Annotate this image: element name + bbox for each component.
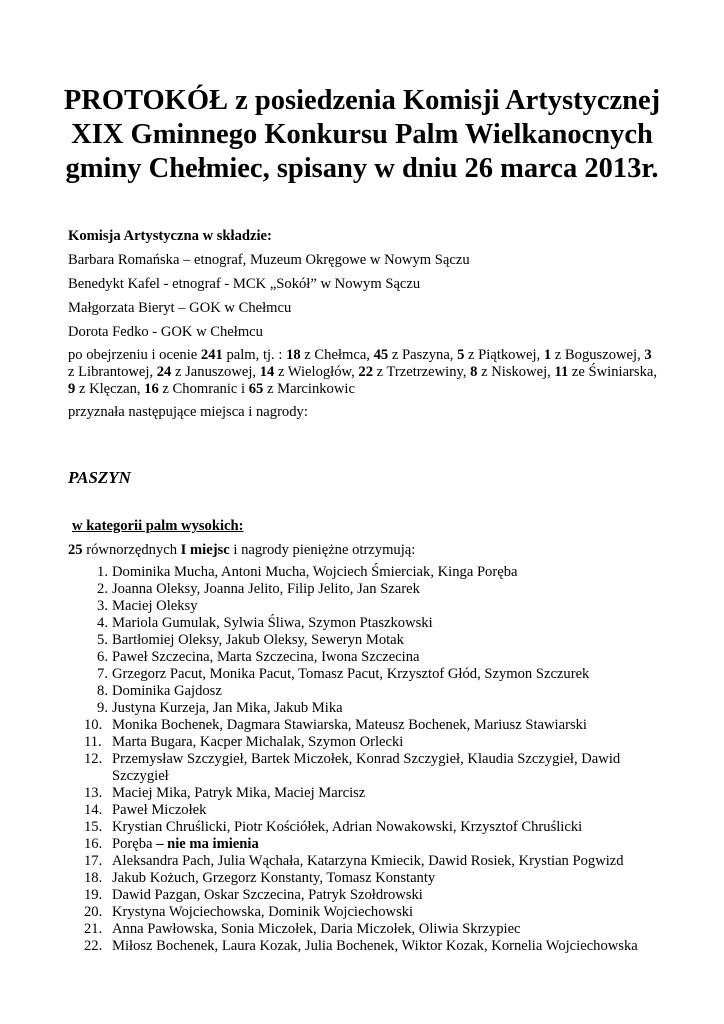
- list-item: [84, 598, 664, 615]
- awarded-text: przyznała następujące miejsca i nagrody:: [68, 404, 308, 420]
- list-item-text: Jakub Kożuch, Grzegorz Konstanty, Tomasz Konstanty: [112, 870, 436, 886]
- list-item-number: 20.: [84, 904, 103, 920]
- list-item: [84, 717, 664, 734]
- list-item-number: 11.: [84, 734, 102, 750]
- list-item-number: 13.: [84, 785, 103, 801]
- list-item-number: 21.: [84, 921, 103, 937]
- list-item: [84, 615, 664, 632]
- winners-list: [84, 564, 664, 955]
- list-item-number: 17.: [84, 853, 103, 869]
- list-item-text: Grzegorz Pacut, Monika Pacut, Tomasz Pacut, Krzysztof Głód, Szymon Szczurek: [112, 666, 590, 682]
- list-item-number: 4.: [97, 615, 108, 631]
- list-item-text: Maciej Oleksy: [112, 598, 198, 614]
- list-item: [84, 853, 664, 870]
- prize-description: 25 równorzędnych I miejsc i nagrody pieniężne otrzymują:: [68, 542, 416, 558]
- list-item-number: 15.: [84, 819, 103, 835]
- committee-member: Małgorzata Bieryt – GOK w Chełmcu: [68, 300, 292, 316]
- list-item: [84, 870, 664, 887]
- list-item: [84, 700, 664, 717]
- list-item: [84, 649, 664, 666]
- list-item-number: 5.: [97, 632, 108, 648]
- list-item: [84, 751, 664, 785]
- list-item-text: Aleksandra Pach, Julia Wąchała, Katarzyna Kmiecik, Dawid Rosiek, Krystian Pogwizd: [112, 853, 624, 869]
- list-item-number: 16.: [84, 836, 103, 852]
- list-item: [84, 632, 664, 649]
- list-item-number: 6.: [97, 649, 108, 665]
- list-item-text: Anna Pawłowska, Sonia Miczołek, Daria Miczołek, Oliwia Skrzypiec: [112, 921, 521, 937]
- list-item: [84, 734, 664, 751]
- list-item-number: 19.: [84, 887, 103, 903]
- list-item-text: Krystyna Wojciechowska, Dominik Wojciechowski: [112, 904, 414, 920]
- list-item-text: Monika Bochenek, Dagmara Stawiarska, Mateusz Bochenek, Mariusz Stawiarski: [112, 717, 587, 733]
- list-item-text: Maciej Mika, Patryk Mika, Maciej Marcisz: [112, 785, 366, 801]
- list-item-text: Poręba: [112, 836, 157, 852]
- list-item-text: Dominika Gajdosz: [112, 683, 222, 699]
- list-item-number: 9.: [97, 700, 108, 716]
- list-item-text: Bartłomiej Oleksy, Jakub Oleksy, Seweryn Motak: [112, 632, 404, 648]
- list-item: [84, 666, 664, 683]
- review-summary: po obejrzeniu i ocenie 241 palm, tj. : 18 z Chełmca, 45 z Paszyna, 5 z Piątkowej, 1 z Boguszowej, 3 z Librantowej, 24 z Januszowej, 14 z Wielogłów, 22 z Trzetrzewiny, 8 z Niskowej, 11 ze Świniarska, 9 z Klęczan, 16 z Chomranic i 65 z Marcinkowic: [68, 347, 658, 397]
- list-item: [84, 921, 664, 938]
- list-item: [84, 683, 664, 700]
- list-item: [84, 819, 664, 836]
- list-item-number: 8.: [97, 683, 108, 699]
- list-item-text: Mariola Gumulak, Sylwia Śliwa, Szymon Ptaszkowski: [112, 615, 433, 631]
- list-item: [84, 785, 664, 802]
- list-item-text: Przemysław Szczygieł, Bartek Miczołek, Konrad Szczygieł, Klaudia Szczygieł, Dawid Szczygieł: [112, 751, 621, 784]
- list-item-text: Dominika Mucha, Antoni Mucha, Wojciech Śmierciak, Kinga Poręba: [112, 564, 518, 580]
- list-item: [84, 581, 664, 598]
- list-item: [84, 904, 664, 921]
- list-item-number: 22.: [84, 938, 103, 954]
- list-item-text: Paweł Szczecina, Marta Szczecina, Iwona Szczecina: [112, 649, 420, 665]
- list-item-number: 2.: [97, 581, 108, 597]
- list-item: [84, 836, 664, 853]
- list-item-text: Justyna Kurzeja, Jan Mika, Jakub Mika: [112, 700, 343, 716]
- committee-heading: Komisja Artystyczna w składzie:: [68, 228, 272, 244]
- list-item-number: 10.: [84, 717, 103, 733]
- list-item-number: 3.: [97, 598, 108, 614]
- list-item: [84, 802, 664, 819]
- list-item-number: 14.: [84, 802, 103, 818]
- document-title: PROTOKÓŁ z posiedzenia Komisji Artystycznej XIX Gminnego Konkursu Palm Wielkanocnych gminy Chełmiec, spisany w dniu 26 marca 2013r.: [63, 85, 661, 184]
- committee-member: Barbara Romańska – etnograf, Muzeum Okręgowe w Nowym Sączu: [68, 252, 470, 268]
- list-item-text: Paweł Miczołek: [112, 802, 207, 818]
- list-item-text: Marta Bugara, Kacper Michalak, Szymon Orlecki: [112, 734, 404, 750]
- list-item: [84, 938, 664, 955]
- list-item-text: Dawid Pazgan, Oskar Szczecina, Patryk Szołdrowski: [112, 887, 423, 903]
- list-item-number: 18.: [84, 870, 103, 886]
- list-item: [84, 887, 664, 904]
- list-item-note: – nie ma imienia: [156, 836, 259, 852]
- list-item-number: 7.: [97, 666, 108, 682]
- list-item-text: Miłosz Bochenek, Laura Kozak, Julia Bochenek, Wiktor Kozak, Kornelia Wojciechowska: [112, 938, 638, 954]
- committee-member: Benedykt Kafel - etnograf - MCK „Sokół” w Nowym Sączu: [68, 276, 421, 292]
- list-item-text: Joanna Oleksy, Joanna Jelito, Filip Jelito, Jan Szarek: [112, 581, 420, 597]
- list-item-number: 12.: [84, 751, 103, 767]
- list-item-number: 1.: [97, 564, 108, 580]
- committee-member: Dorota Fedko - GOK w Chełmcu: [68, 324, 263, 340]
- category-heading: w kategorii palm wysokich:: [72, 518, 244, 534]
- section-heading: PASZYN: [68, 468, 131, 487]
- list-item: [84, 564, 664, 581]
- list-item-text: Krystian Chruślicki, Piotr Kościółek, Adrian Nowakowski, Krzysztof Chruślicki: [112, 819, 583, 835]
